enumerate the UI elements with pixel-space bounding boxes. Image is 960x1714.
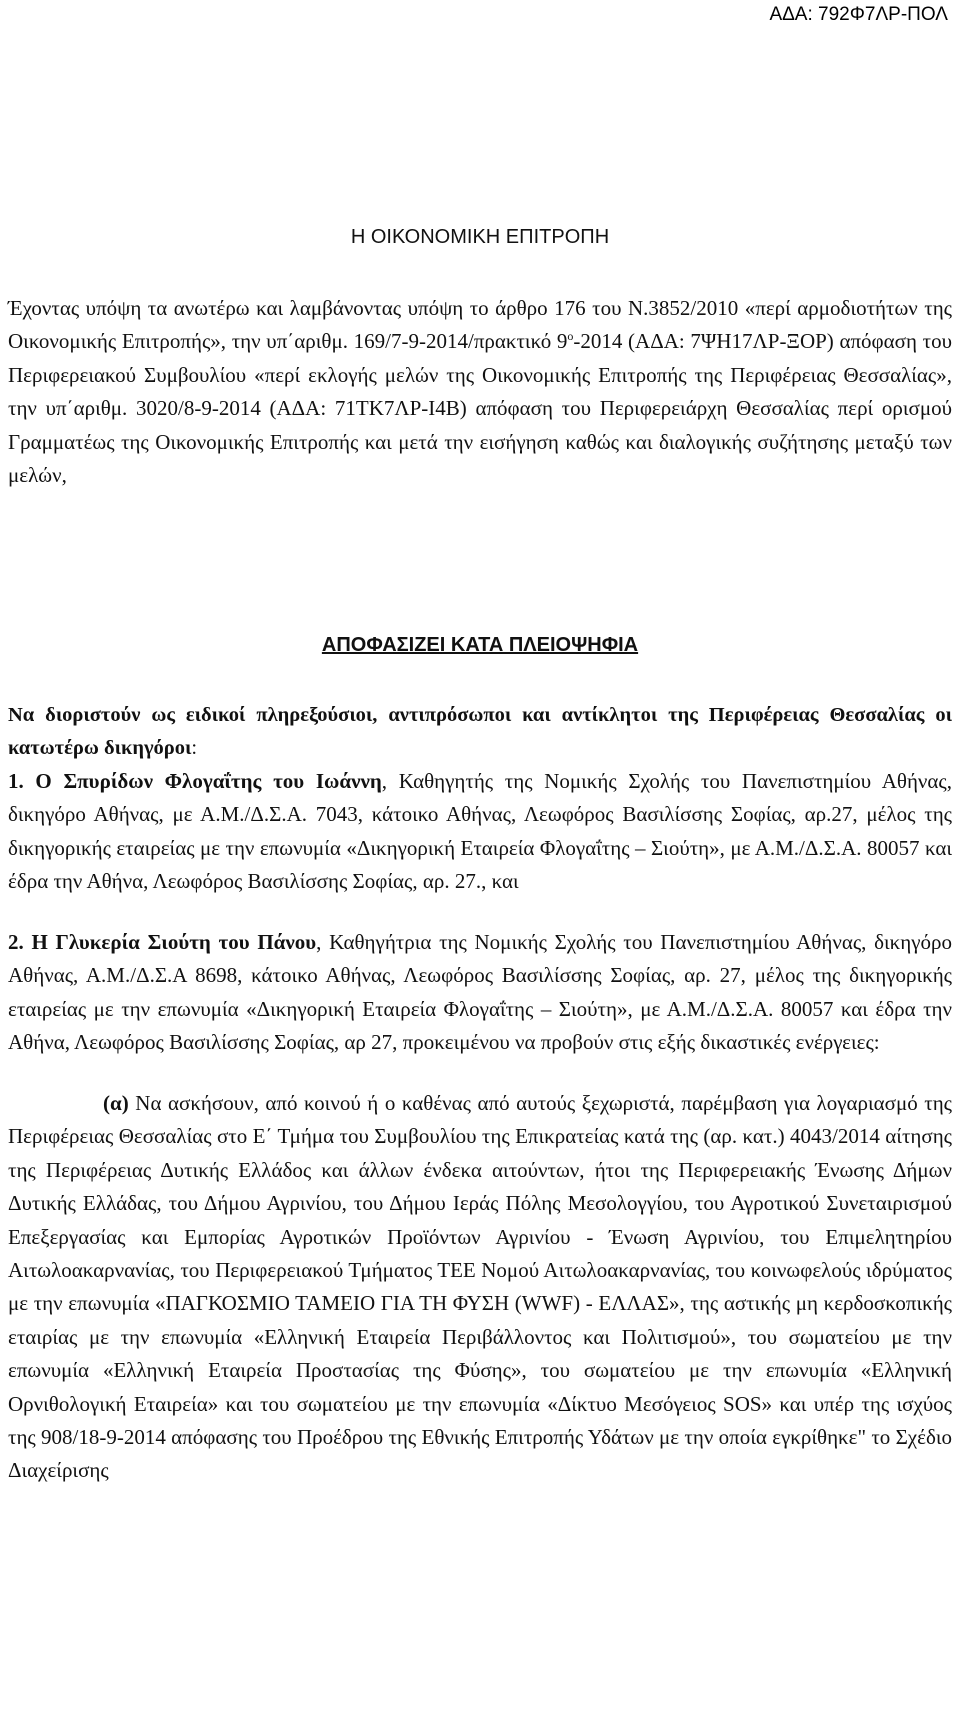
decision-heading: ΑΠΟΦΑΣΙΖΕΙ ΚΑΤΑ ΠΛΕΙΟΨΗΦΙΑ bbox=[321, 634, 639, 656]
decision-lead-colon: : bbox=[191, 737, 198, 759]
intro-text-part1: Έχοντας υπόψη τα ανωτέρω και λαμβάνοντας υπόψη το άρθρο 176 του Ν.3852/2010 «περί αρμοδιοτήτων της Οικονομικής Επιτροπής», την υπ΄αριθμ. 169/7-9-2014/πρακτικό 9 bbox=[8, 296, 952, 354]
action-a-text: Να ασκήσουν, από κοινού ή ο καθένας από αυτούς ξεχωριστά, παρέμβαση για λογαριασμό της Περιφέρειας Θεσσαλίας στο Ε΄ Τμήμα του Συμβουλίου της Επικρατείας κατά της (αρ. κατ.) 4043/2014 αίτησης της Περιφέρειας Δυτικής Ελλάδος και άλλων ένδεκα αιτούντων, ήτοι της Περιφερειακής Ένωσης Δήμων Δυτικής Ελλάδας, του Δήμου Αγρινίου, του Δήμου Ιεράς Πόλης Μεσολογγίου, του Αγροτικού Συνεταιρισμού Επεξεργασίας και Εμπορίας Αγροτικών Προϊόντων Αγρινίου - Ένωση Αγρινίου, του Επιμελητηρίου Αιτωλοακαρνανίας, του Περιφερειακού Τμήματος ΤΕΕ Νομού Αιτωλοακαρνανίας, του κοινωφελούς ιδρύματος με την επωνυμία «ΠΑΓΚΟΣΜΙΟ ΤΑΜΕΙΟ ΓΙΑ ΤΗ ΦΥΣΗ (WWF) - ΕΛΛΑΣ», της αστικής μη κερδοσκοπικής εταιρίας με την επωνυμία «Ελληνική Εταιρεία Περιβάλλοντος και Πολιτισμού», του σωματείου με την επωνυμία «Ελληνική Εταιρεία Προστασίας της Φύσης», του σωματείου με την επωνυμία «Ελληνική Ορνιθολογική Εταιρεία» και του σωματείου με την επωνυμία «Δίκτυο Μεσόγειος SOS» και υπέρ της ισχύος της 908/18-9-2014 απόφασης του Προέδρου της Εθνικής Επιτροπής Υδάτων με την οποία εγκρίθηκε" το Σχέδιο Διαχείρισης bbox=[8, 1091, 952, 1483]
document-title: Η ΟΙΚΟΝΟΜΙΚΗ ΕΠΙΤΡΟΠΗ bbox=[350, 226, 610, 248]
lawyer-name: 1. Ο Σπυρίδων Φλογαΐτης του Ιωάννη bbox=[8, 769, 382, 793]
action-a-label: (α) bbox=[103, 1091, 129, 1115]
lawyer-item-2 bbox=[8, 926, 952, 1060]
decision-lead bbox=[8, 699, 952, 765]
decision-lead-text: Να διοριστούν ως ειδικοί πληρεξούσιοι, αντιπρόσωποι και αντίκλητοι της Περιφέρειας Θεσσαλίας οι κατωτέρω δικηγόροι bbox=[8, 704, 952, 759]
lawyer-details: , Καθηγητής της Νομικής Σχολής του Πανεπιστημίου Αθήνας, δικηγόρο Αθήνας, με Α.Μ./Δ.Σ.Α. 7043, κάτοικο Αθήνας, Λεωφόρος Βασιλίσσης Σοφίας, αρ.27, μέλος της δικηγορικής εταιρείας με την επωνυμία «Δικηγορική Εταιρεία Φλογαΐτης – Σιούτη», με Α.Μ./Δ.Σ.Α. 80057 και έδρα την Αθήνα, Λεωφόρος Βασιλίσσης Σοφίας, αρ. 27., και bbox=[8, 769, 952, 894]
action-a-paragraph bbox=[8, 1087, 952, 1488]
lawyer-details: , Καθηγήτρια της Νομικής Σχολής του Πανεπιστημίου Αθήνας, δικηγόρο Αθήνας, Α.Μ./Δ.Σ.Α 8698, κάτοικο Αθήνας, Λεωφόρος Βασιλίσσης Σοφίας, αρ. 27, μέλος της δικηγορικής εταιρείας με την επωνυμία «Δικηγορική Εταιρεία Φλογαΐτης – Σιούτη», με Α.Μ./Δ.Σ.Α. 80057 και έδρα την Αθήνα, Λεωφόρος Βασιλίσσης Σοφίας, αρ 27, προκειμένου να προβούν στις εξής δικαστικές ενέργειες: bbox=[8, 930, 952, 1055]
lawyer-item-1 bbox=[8, 765, 952, 899]
ordinal-superscript: ο bbox=[567, 329, 574, 344]
lawyer-name: 2. Η Γλυκερία Σιούτη του Πάνου bbox=[8, 930, 317, 954]
intro-text-part2: -2014 (ΑΔΑ: 7ΨΗ17ΛΡ-ΞΟΡ) απόφαση του Περιφερειακού Συμβουλίου «περί εκλογής μελών της Οικονομικής Επιτροπής της Περιφέρειας Θεσσαλίας», την υπ΄αριθμ. 3020/8-9-2014 (ΑΔΑ: 71ΤΚ7ΛΡ-Ι4Β) απόφαση του Περιφερειάρχη Θεσσαλίας περί ορισμού Γραμματέως της Οικονομικής Επιτροπής και μετά την εισήγηση καθώς και διαλογικής συζήτησης μεταξύ των μελών, bbox=[8, 329, 952, 488]
intro-paragraph bbox=[8, 292, 952, 492]
ada-header: ΑΔΑ: 792Φ7ΛΡ-ΠΟΛ bbox=[769, 4, 948, 25]
